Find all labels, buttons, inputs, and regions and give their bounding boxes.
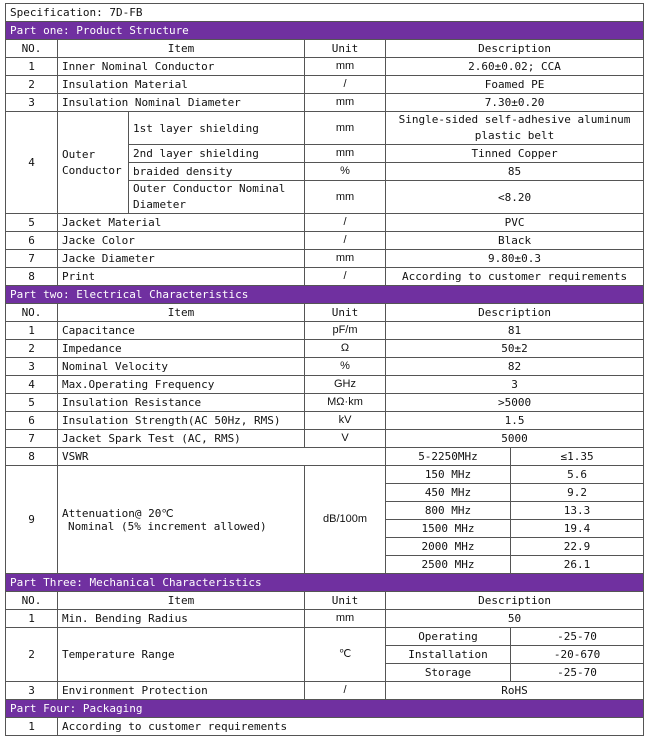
temp-label: Installation xyxy=(386,646,511,664)
row-no: 2 xyxy=(6,628,58,682)
row-no: 7 xyxy=(6,430,58,448)
row-unit: mm xyxy=(305,112,386,145)
row-item: Nominal Velocity xyxy=(58,358,305,376)
freq-label: 2500 MHz xyxy=(386,556,511,574)
row-description: 5000 xyxy=(386,430,644,448)
specification-table xyxy=(5,3,644,736)
row-item: 2nd layer shielding xyxy=(129,145,305,163)
row-no: 2 xyxy=(6,340,58,358)
table-row xyxy=(6,412,644,430)
row-unit: GHz xyxy=(305,376,386,394)
table-row xyxy=(6,466,644,484)
row-description: 50 xyxy=(386,610,644,628)
freq-label: 150 MHz xyxy=(386,466,511,484)
row-unit: MΩ·km xyxy=(305,394,386,412)
header-description: Description xyxy=(386,40,644,58)
attenuation-line1: Attenuation@ 20℃ xyxy=(62,506,174,520)
row-item: VSWR xyxy=(58,448,386,466)
row-unit: mm xyxy=(305,610,386,628)
row-description: RoHS xyxy=(386,682,644,700)
row-description: Tinned Copper xyxy=(386,145,644,163)
column-header-row xyxy=(6,592,644,610)
row-unit: % xyxy=(305,163,386,181)
row-unit: / xyxy=(305,214,386,232)
row-item: Max.Operating Frequency xyxy=(58,376,305,394)
specification-title: Specification: 7D-FB xyxy=(6,4,644,22)
row-no: 5 xyxy=(6,394,58,412)
freq-value: 13.3 xyxy=(511,502,644,520)
row-item: Jacke Color xyxy=(58,232,305,250)
row-item: Insulation Strength(AC 50Hz, RMS) xyxy=(58,412,305,430)
row-description: <8.20 xyxy=(386,181,644,214)
row-no: 1 xyxy=(6,322,58,340)
header-no: NO. xyxy=(6,40,58,58)
header-unit: Unit xyxy=(305,304,386,322)
row-item: Jacket Material xyxy=(58,214,305,232)
row-no: 5 xyxy=(6,214,58,232)
header-item: Item xyxy=(58,304,305,322)
row-description: According to customer requirements xyxy=(386,268,644,286)
row-no: 9 xyxy=(6,466,58,574)
row-description: 85 xyxy=(386,163,644,181)
row-item: Inner Nominal Conductor xyxy=(58,58,305,76)
column-header-row xyxy=(6,304,644,322)
row-item: Impedance xyxy=(58,340,305,358)
row-item: Jacket Spark Test (AC, RMS) xyxy=(58,430,305,448)
temp-value: -20-670 xyxy=(511,646,644,664)
freq-value: 22.9 xyxy=(511,538,644,556)
row-description: 3 xyxy=(386,376,644,394)
vswr-range: 5-2250MHz xyxy=(386,448,511,466)
attenuation-label xyxy=(58,466,305,574)
row-unit: dB/100m xyxy=(305,466,386,574)
header-no: NO. xyxy=(6,304,58,322)
row-description: Black xyxy=(386,232,644,250)
row-no: 2 xyxy=(6,76,58,94)
row-unit: mm xyxy=(305,250,386,268)
temp-label: Storage xyxy=(386,664,511,682)
row-unit: pF/m xyxy=(305,322,386,340)
header-unit: Unit xyxy=(305,592,386,610)
row-unit: mm xyxy=(305,94,386,112)
section-title: Part one: Product Structure xyxy=(6,22,644,40)
outer-conductor-label: Outer Conductor xyxy=(58,112,129,214)
row-unit: % xyxy=(305,358,386,376)
header-unit: Unit xyxy=(305,40,386,58)
row-item: 1st layer shielding xyxy=(129,112,305,145)
row-description: Foamed PE xyxy=(386,76,644,94)
row-no: 1 xyxy=(6,610,58,628)
row-unit: mm xyxy=(305,145,386,163)
row-unit: mm xyxy=(305,181,386,214)
freq-label: 1500 MHz xyxy=(386,520,511,538)
row-description: 2.60±0.02; CCA xyxy=(386,58,644,76)
row-unit: mm xyxy=(305,58,386,76)
row-no: 1 xyxy=(6,718,58,736)
row-item: Temperature Range xyxy=(58,628,305,682)
row-description: 82 xyxy=(386,358,644,376)
freq-value: 19.4 xyxy=(511,520,644,538)
row-no: 6 xyxy=(6,412,58,430)
header-description: Description xyxy=(386,592,644,610)
table-row xyxy=(6,58,644,76)
row-no: 4 xyxy=(6,376,58,394)
table-row xyxy=(6,718,644,736)
table-row xyxy=(6,682,644,700)
row-no: 6 xyxy=(6,232,58,250)
row-no: 3 xyxy=(6,94,58,112)
row-unit: ℃ xyxy=(305,628,386,682)
specification-row xyxy=(6,4,644,22)
vswr-value: ≤1.35 xyxy=(511,448,644,466)
temp-label: Operating xyxy=(386,628,511,646)
section-header-part3 xyxy=(6,574,644,592)
row-item: Environment Protection xyxy=(58,682,305,700)
table-row xyxy=(6,430,644,448)
freq-value: 5.6 xyxy=(511,466,644,484)
header-item: Item xyxy=(58,592,305,610)
row-description: 7.30±0.20 xyxy=(386,94,644,112)
row-item: Insulation Material xyxy=(58,76,305,94)
table-row xyxy=(6,76,644,94)
header-description: Description xyxy=(386,304,644,322)
row-no: 3 xyxy=(6,682,58,700)
row-item: According to customer requirements xyxy=(58,718,644,736)
attenuation-line2: Nominal (5% increment allowed) xyxy=(68,519,267,533)
row-item: Min. Bending Radius xyxy=(58,610,305,628)
table-row xyxy=(6,628,644,646)
row-description: 50±2 xyxy=(386,340,644,358)
header-item: Item xyxy=(58,40,305,58)
freq-value: 26.1 xyxy=(511,556,644,574)
section-header-part2 xyxy=(6,286,644,304)
row-description: 1.5 xyxy=(386,412,644,430)
row-unit: / xyxy=(305,232,386,250)
row-no: 7 xyxy=(6,250,58,268)
table-row xyxy=(6,322,644,340)
table-row xyxy=(6,448,644,466)
row-item: Jacke Diameter xyxy=(58,250,305,268)
row-no: 8 xyxy=(6,448,58,466)
row-unit: / xyxy=(305,268,386,286)
section-header-part1 xyxy=(6,22,644,40)
section-title: Part two: Electrical Characteristics xyxy=(6,286,644,304)
freq-value: 9.2 xyxy=(511,484,644,502)
row-unit: V xyxy=(305,430,386,448)
freq-label: 450 MHz xyxy=(386,484,511,502)
temp-value: -25-70 xyxy=(511,628,644,646)
row-description: >5000 xyxy=(386,394,644,412)
section-title: Part Three: Mechanical Characteristics xyxy=(6,574,644,592)
row-item: Capacitance xyxy=(58,322,305,340)
table-row xyxy=(6,394,644,412)
row-no: 4 xyxy=(6,112,58,214)
section-header-part4 xyxy=(6,700,644,718)
row-no: 3 xyxy=(6,358,58,376)
table-row xyxy=(6,94,644,112)
column-header-row xyxy=(6,40,644,58)
row-no: 1 xyxy=(6,58,58,76)
row-item: Insulation Nominal Diameter xyxy=(58,94,305,112)
table-row xyxy=(6,250,644,268)
row-item: Insulation Resistance xyxy=(58,394,305,412)
row-item: braided density xyxy=(129,163,305,181)
row-description: PVC xyxy=(386,214,644,232)
row-item: Print xyxy=(58,268,305,286)
table-row xyxy=(6,376,644,394)
row-no: 8 xyxy=(6,268,58,286)
table-row xyxy=(6,358,644,376)
table-row xyxy=(6,214,644,232)
row-unit: Ω xyxy=(305,340,386,358)
row-item: Outer Conductor Nominal Diameter xyxy=(129,181,305,214)
row-description: 9.80±0.3 xyxy=(386,250,644,268)
row-unit: kV xyxy=(305,412,386,430)
table-row xyxy=(6,340,644,358)
freq-label: 2000 MHz xyxy=(386,538,511,556)
section-title: Part Four: Packaging xyxy=(6,700,644,718)
row-unit: / xyxy=(305,682,386,700)
table-row xyxy=(6,232,644,250)
row-unit: / xyxy=(305,76,386,94)
temp-value: -25-70 xyxy=(511,664,644,682)
row-description: Single-sided self-adhesive aluminum plastic belt xyxy=(386,112,644,145)
table-row xyxy=(6,610,644,628)
row-description: 81 xyxy=(386,322,644,340)
header-no: NO. xyxy=(6,592,58,610)
table-row xyxy=(6,112,644,145)
table-row xyxy=(6,268,644,286)
freq-label: 800 MHz xyxy=(386,502,511,520)
